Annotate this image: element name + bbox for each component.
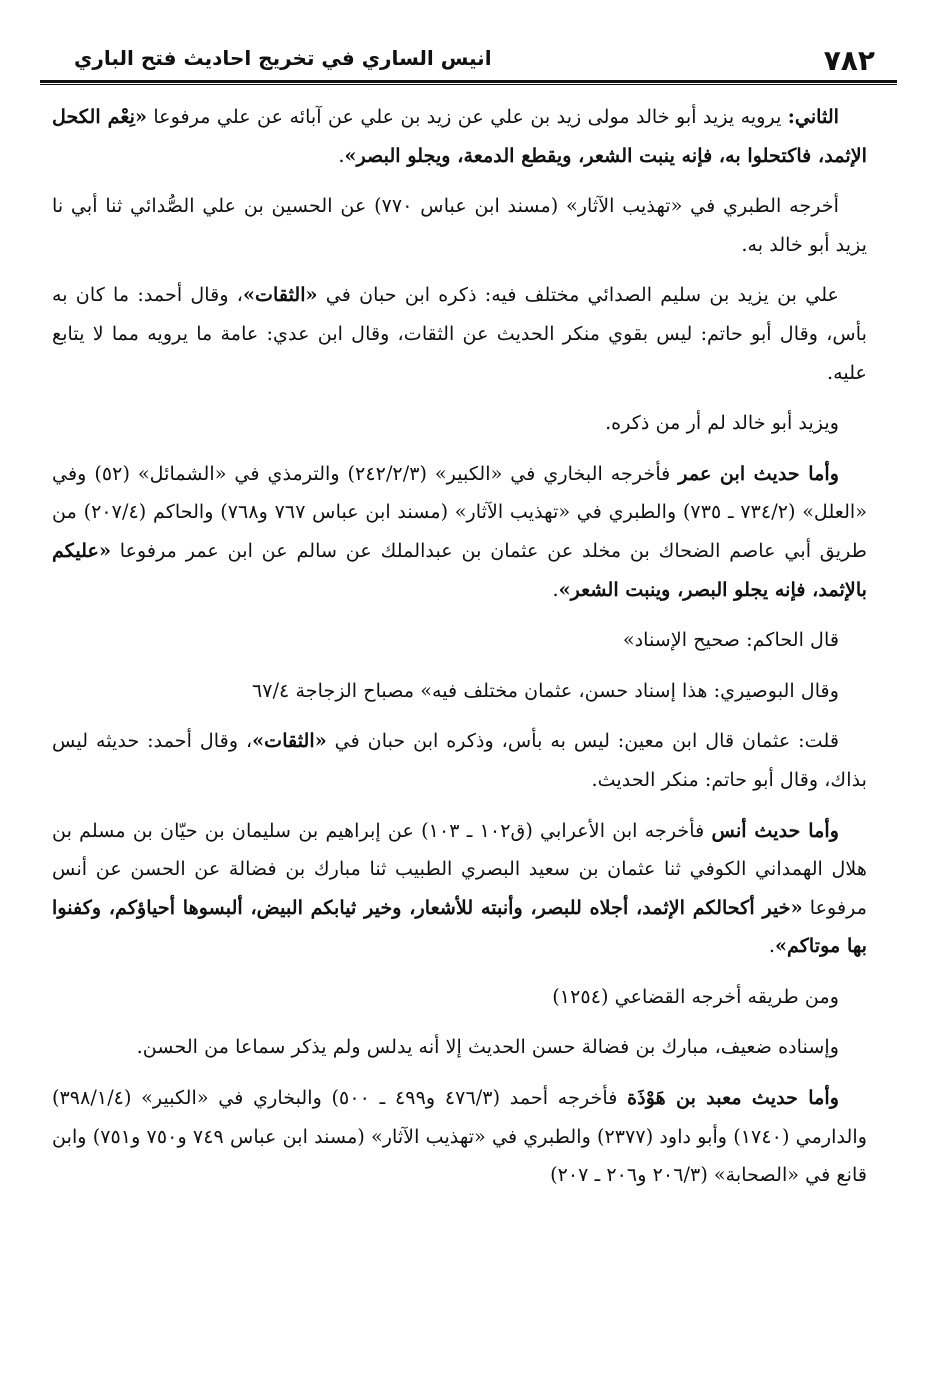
paragraph-5 (52, 455, 867, 609)
paragraph-8-text-b: ، وقال أحمد: حديثه ليس بذاك، وقال أبو حاتم: منكر الحديث. (52, 729, 867, 791)
paragraph-8-bold: «الثقات» (252, 729, 327, 753)
page-body (52, 98, 867, 1207)
paragraph-9 (52, 812, 867, 966)
paragraph-5-quote: «عليكم بالإثمد، فإنه يجلو البصر، وينبت الشعر» (52, 538, 867, 601)
paragraph-6 (52, 621, 867, 660)
paragraph-9-lead: وأما حديث أنس (711, 818, 840, 842)
paragraph-3 (52, 276, 867, 392)
paragraph-3-bold: «الثقات» (242, 283, 318, 307)
paragraph-12 (52, 1079, 867, 1195)
paragraph-1-quote: «نِعْم الكحل الإثمد، فاكتحلوا به، فإنه ينبت الشعر، ويقطع الدمعة، ويجلو البصر» (52, 105, 867, 167)
header-rule (40, 80, 897, 83)
paragraph-5-lead: وأما حديث ابن عمر (678, 461, 839, 485)
paragraph-3-text-b: ، وقال أحمد: ما كان به بأس، وقال أبو حاتم: ليس بقوي منكر الحديث عن الثقات، وقال ابن عدي: عامة ما يرويه مما لا يتابع عليه. (52, 283, 867, 384)
paragraph-7-text: وقال البوصيري: هذا إسناد حسن، عثمان مختلف فيه» مصباح الزجاجة ٦٧/٤ (251, 678, 839, 702)
paragraph-12-lead: وأما حديث معبد بن هَوْذَة (627, 1086, 839, 1110)
page-number: ٧٨٢ (823, 44, 875, 77)
paragraph-4 (52, 404, 867, 443)
paragraph-10 (52, 978, 867, 1017)
paragraph-11-text: وإسناده ضعيف، مبارك بن فضالة حسن الحديث إلا أنه يدلس ولم يذكر سماعا من الحسن. (136, 1035, 839, 1059)
paragraph-9-tail: . (768, 934, 776, 958)
paragraph-2 (52, 187, 867, 264)
paragraph-1-tail: . (338, 143, 345, 167)
paragraph-11 (52, 1028, 867, 1067)
paragraph-3-text-a: علي بن يزيد بن سليم الصدائي مختلف فيه: ذكره ابن حبان في (317, 283, 839, 307)
paragraph-2-text: أخرجه الطبري في «تهذيب الآثار» (مسند ابن عباس ٧٧٠) عن الحسين بن علي الصُّدائي ثنا أبي نا يزيد أبو خالد به. (52, 194, 867, 256)
paragraph-9-quote: «خير أكحالكم الإثمد، أجلاه للبصر، وأنبته للأشعار، وخير ثيابكم البيض، ألبسوها أحياؤكم، وكفنوا بها موتاكم» (52, 895, 867, 958)
header-rule-thin (40, 84, 897, 85)
paragraph-10-text: ومن طريقه أخرجه القضاعي (١٢٥٤) (552, 984, 839, 1008)
paragraph-4-text: ويزيد أبو خالد لم أر من ذكره. (605, 411, 839, 435)
paragraph-8-text-a: قلت: عثمان قال ابن معين: ليس به بأس، وذكره ابن حبان في (326, 729, 839, 753)
running-title: انيس الساري في تخريج احاديث فتح الباري (74, 46, 492, 70)
paragraph-1 (52, 98, 867, 175)
paragraph-1-text: يرويه يزيد أبو خالد مولى زيد بن علي عن زيد بن علي عن آبائه عن علي مرفوعا (146, 105, 788, 128)
paragraph-8 (52, 722, 867, 799)
paragraph-6-text: قال الحاكم: صحيح الإسناد» (622, 628, 839, 652)
paragraph-9-text: فأخرجه ابن الأعرابي (ق١٠٢ ـ ١٠٣) عن إبراهيم بن سليمان بن حيّان بن مسلم بن هلال الهمداني الكوفي ثنا عثمان بن سعيد البصري الطبيب ثنا مبارك بن فضالة عن الحسن عن أنس مرفوعا (52, 818, 867, 919)
paragraph-7 (52, 672, 867, 711)
paragraph-5-tail: . (552, 577, 559, 601)
paragraph-5-text: فأخرجه البخاري في «الكبير» (٢٤٢/٢/٣) والترمذي في «الشمائل» (٥٢) وفي «العلل» (٧٣٤/٢ ـ ٧٣٥) والطبري في «تهذيب الآثار» (مسند ابن عباس ٧٦٧ و٧٦٨) والحاكم (٢٠٧/٤) من طريق أبي عاصم الضحاك بن مخلد عن عثمان بن عبدالملك عن سالم عن ابن عمر مرفوعا (52, 461, 867, 562)
paragraph-1-lead: الثاني: (787, 105, 839, 128)
paragraph-12-text: فأخرجه أحمد (٤٧٦/٣ و٤٩٩ ـ ٥٠٠) والبخاري في «الكبير» (٣٩٨/١/٤) والدارمي (١٧٤٠) وأبو داود (٢٣٧٧) والطبري في «تهذيب الآثار» (مسند ابن عباس ٧٤٩ و٧٥٠ و٧٥١) وابن قانع في «الصحابة» (٢٠٦/٣ و٢٠٦ ـ ٢٠٧) (52, 1086, 867, 1187)
page-header (40, 40, 897, 78)
